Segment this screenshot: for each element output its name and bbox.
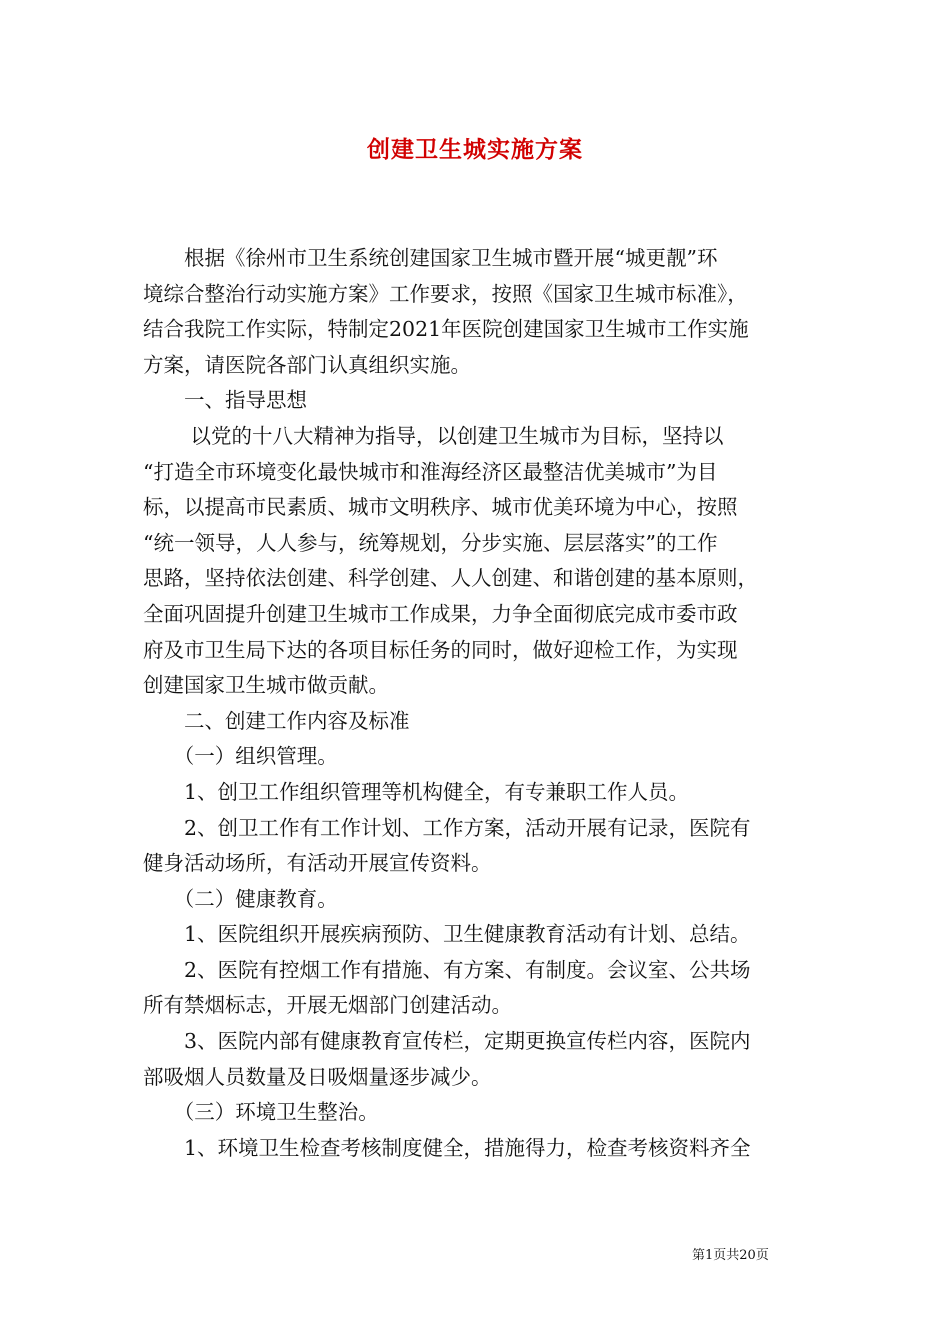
body-line: 所有禁烟标志，开展无烟部门创建活动。 — [143, 993, 512, 1018]
body-line: 方案，请医院各部门认真组织实施。 — [143, 352, 471, 377]
body-line: 创建国家卫生城市做贡献。 — [143, 673, 389, 698]
body-line: 思路，坚持依法创建、科学创建、人人创建、和谐创建的基本原则， — [143, 566, 758, 591]
section-heading: 一、指导思想 — [143, 388, 307, 413]
body-line: 健身活动场所，有活动开展宣传资料。 — [143, 851, 492, 876]
body-line: “打造全市环境变化最快城市和淮海经济区最整洁优美城市”为目 — [143, 459, 718, 484]
body-line: 部吸烟人员数量及日吸烟量逐步减少。 — [143, 1064, 492, 1089]
subsection-heading: （二）健康教育。 — [143, 886, 338, 911]
body-line: 标，以提高市民素质、城市文明秩序、城市优美环境为中心，按照 — [143, 495, 738, 520]
body-line: 1、医院组织开展疾病预防、卫生健康教育活动有计划、总结。 — [143, 922, 751, 947]
body-line: 境综合整治行动实施方案》工作要求，按照《国家卫生城市标准》， — [143, 281, 748, 306]
body-line: 3、医院内部有健康教育宣传栏，定期更换宣传栏内容，医院内 — [143, 1029, 751, 1054]
body-line: 1、创卫工作组织管理等机构健全，有专兼职工作人员。 — [143, 779, 690, 804]
subsection-heading: （一）组织管理。 — [143, 744, 338, 769]
body-line: 结合我院工作实际，特制定2021年医院创建国家卫生城市工作实施 — [143, 317, 749, 342]
subsection-heading: （三）环境卫生整治。 — [143, 1100, 379, 1125]
document-title: 创建卫生城实施方案 — [367, 136, 583, 163]
section-heading: 二、创建工作内容及标准 — [143, 708, 410, 733]
body-line: 2、医院有控烟工作有措施、有方案、有制度。会议室、公共场 — [143, 957, 751, 982]
document-body — [143, 241, 815, 1166]
body-line: 2、创卫工作有工作计划、工作方案，活动开展有记录，医院有 — [143, 815, 751, 840]
body-line: 府及市卫生局下达的各项目标任务的同时，做好迎检工作，为实现 — [143, 637, 738, 662]
body-line: “统一领导，人人参与，统筹规划，分步实施、层层落实”的工作 — [143, 530, 718, 555]
body-line: 以党的十八大精神为指导，以创建卫生城市为目标，坚持以 — [143, 423, 724, 448]
body-line: 全面巩固提升创建卫生城市工作成果，力争全面彻底完成市委市政 — [143, 601, 738, 626]
body-line: 1、环境卫生检查考核制度健全，措施得力，检查考核资料齐全 — [143, 1135, 751, 1160]
page-number: 第1页共20页 — [692, 1248, 769, 1263]
body-line: 根据《徐州市卫生系统创建国家卫生城市暨开展“城更靓”环 — [143, 246, 718, 270]
